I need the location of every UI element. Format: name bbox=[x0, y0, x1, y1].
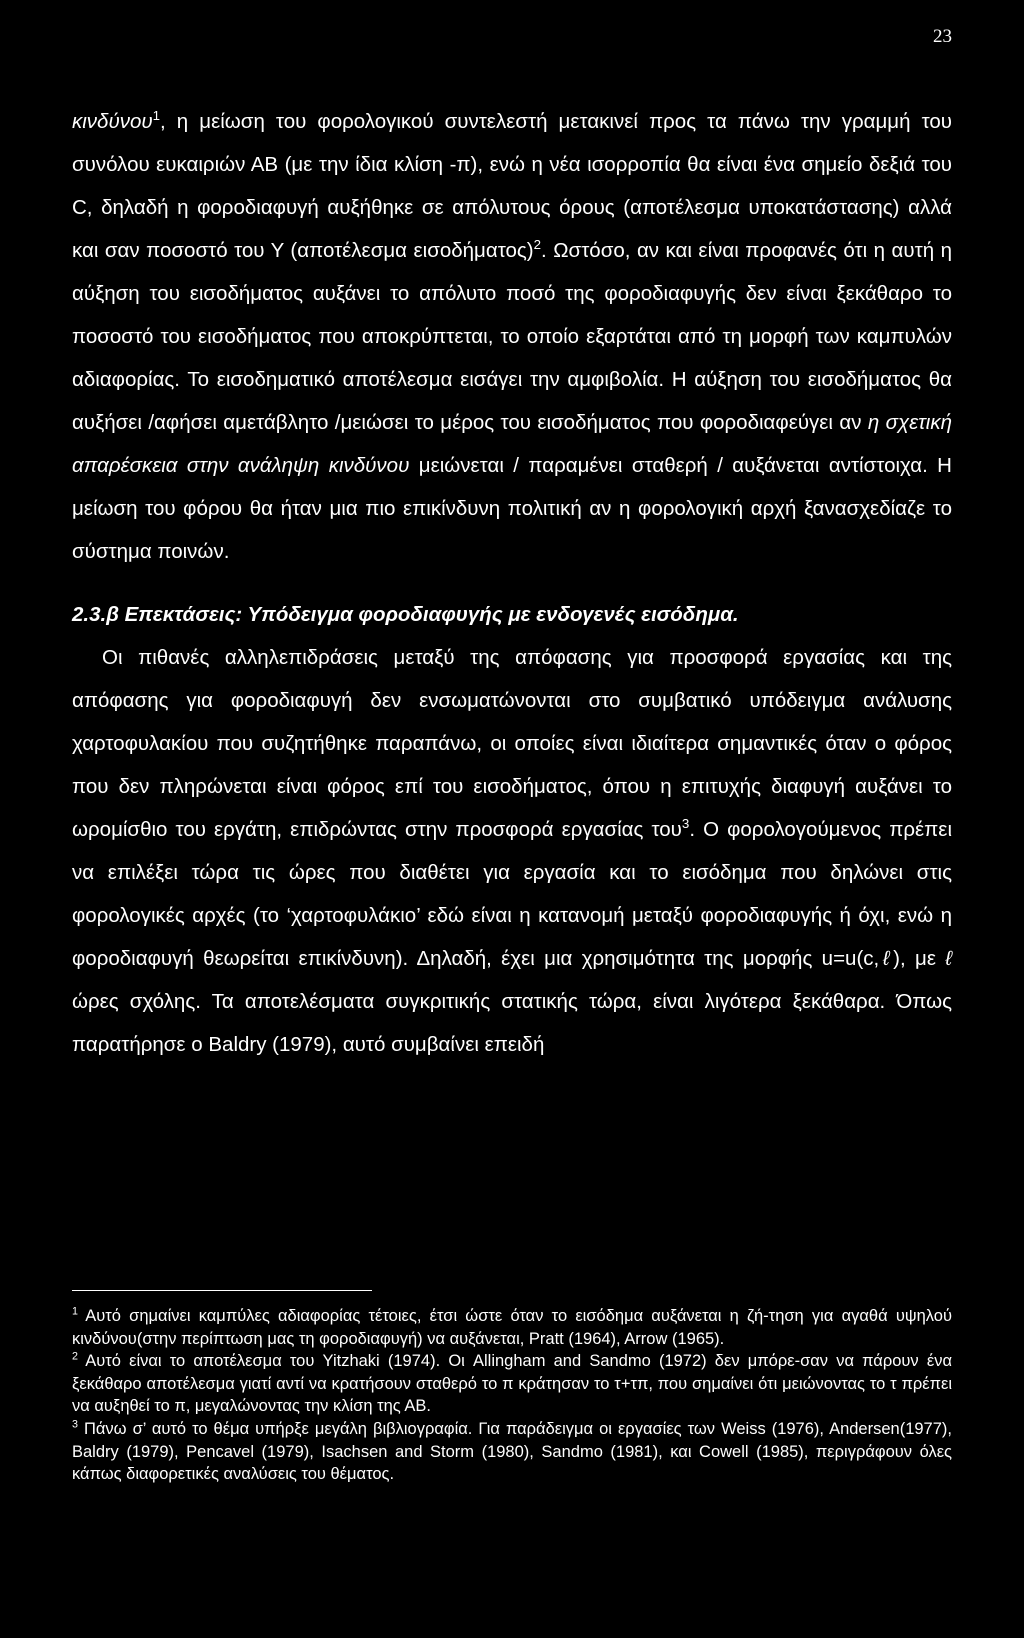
section-heading: 2.3.β Επεκτάσεις: Υπόδειγμα φοροδιαφυγής με ενδογενές εισόδημα. bbox=[72, 603, 739, 626]
paragraph-text: . Ο φορολογούμενος πρέπει να επιλέξει τώρα τις ώρες που διαθέτει για εργασία και το εισόδημα που δηλώνει στις φορολογικές αρχές (το ‘χαρτοφυλάκιο’ εδώ είναι η κατανομή μεταξύ φοροδιαφυγής ή όχι, ενώ η φοροδιαφυγή θεωρείται επικίνδυνη). Δηλαδή, έχει μια χρησιμότητα της μορφής u=u(c, bbox=[72, 818, 953, 970]
footnote-ref-1[interactable]: 1 bbox=[152, 108, 161, 124]
paragraph-text: , η μείωση του φορολογικού συντελεστή μετακινεί προς τα πάνω την γραμμή του συνόλου ευκαιριών ΑΒ (με την ίδια κλίση -π), ενώ η νέα ισορροπία θα είναι ένα σημείο δεξιά του C, δηλαδή η φοροδιαφυγή αυξήθηκε σε απόλυτους όρους (αποτέλεσμα υποκατάστασης) αλλά και σαν ποσοστό του Υ (αποτέλεσμα εισοδήματος) bbox=[72, 110, 952, 262]
paragraph-text: . Ωστόσο, αν και είναι προφανές ότι η αυτή η αύξηση του εισοδήματος αυξάνει το απόλυτο ποσό της φοροδιαφυγής δεν είναι ξεκάθαρο το ποσοστό του εισοδήματος που αποκρύπτεται, το οποίο εξαρτάται από τη μορφή των καμπυλών αδιαφορίας. Το εισοδηματικό αποτέλεσμα εισάγει την αμφιβολία. Η αύξηση του εισοδήματος θα αυξήσει /αφήσει αμετάβλητο /μειώσει το μέρος του εισοδήματος που φοροδιαφεύγει αν bbox=[72, 239, 952, 434]
footnote-divider bbox=[72, 1290, 372, 1291]
paragraph-text: Οι πιθανές αλληλεπιδράσεις μεταξύ της απόφασης για προσφορά εργασίας και της απόφασης για φοροδιαφυγή δεν ενσωματώνονται στο συμβατικό υπόδειγμα ανάλυσης χαρτοφυλακίου που συζητήθηκε παραπάνω, οι οποίες είναι ιδιαίτερα σημαντικές όταν ο φόρος που δεν πληρώνεται είναι φόρος επί του εισοδήματος, όπου η επιτυχής διαφυγή αυξάνει το ωρομίσθιο του εργάτη, επιδρώντας στην προσφορά εργασίας του bbox=[72, 646, 952, 841]
paragraph-text: ώρες σχόλης. Τα αποτελέσματα συγκριτικής στατικής τώρα, είναι λιγότερα ξεκάθαρα. Όπως παρατήρησε ο Baldry (1979), αυτό συμβαίνει επειδή bbox=[72, 990, 952, 1056]
paragraph-text: μειώνεται / παραμένει σταθερή / αυξάνεται αντίστοιχα. Η μείωση του φόρου θα ήταν μια πιο επικίνδυνη πολιτική αν η φορολογική αρχή ξανασχεδίαζε το σύστημα ποινών. bbox=[72, 454, 952, 563]
footnote-text: Πάνω σ’ αυτό το θέμα υπήρξε μεγάλη βιβλιογραφία. Για παράδειγμα οι εργασίες των Weiss (1976), Andersen(1977), Baldry (1979), Pencavel (1979), Isachsen and Storm (1980), Sandmo (1981), και Cowell (1985), περιγράφουν όλες κάπως διαφορετικές αναλύσεις του θέματος. bbox=[72, 1419, 952, 1484]
italic-symbol: ℓ bbox=[945, 947, 952, 970]
italic-symbol: ℓ bbox=[879, 947, 894, 970]
footnote-mark: 3 bbox=[72, 1418, 78, 1431]
body-text bbox=[72, 100, 952, 1066]
italic-phrase: η σχετική απαρέσκεια στην ανάληψη κινδύνου bbox=[72, 411, 952, 477]
footnote-ref-3[interactable]: 3 bbox=[681, 816, 690, 832]
footnote-3 bbox=[72, 1418, 952, 1486]
italic-term: κινδύνου bbox=[72, 110, 153, 133]
paragraph-1 bbox=[72, 100, 952, 573]
footnote-mark: 1 bbox=[72, 1305, 78, 1318]
footnote-1 bbox=[72, 1305, 952, 1350]
footnotes bbox=[72, 1290, 952, 1486]
paragraph-text: ), με bbox=[893, 947, 946, 970]
footnote-text: Αυτό είναι το αποτέλεσμα του Yitzhaki (1974). Οι Allingham and Sandmo (1972) δεν μπόρε-σαν να πάρουν ένα ξεκάθαρο αποτέλεσμα γιατί αντί να κρατήσουν σταθερό το π κράτησαν το τ+τπ, που σημαίνει ότι μειώνοντας το τ πρέπει να αυξηθεί το π, μεγαλώνοντας την κλίση της ΑΒ. bbox=[72, 1352, 952, 1416]
footnote-2 bbox=[72, 1350, 952, 1418]
footnote-text: Αυτό σημαίνει καμπύλες αδιαφορίας τέτοιες, έτσι ώστε όταν το εισόδημα αυξάνεται η ζή-τηση για αγαθά υψηλού κινδύνου(στην περίπτωση μας τη φοροδιαφυγή) να αυξάνεται, Pratt (1964), Arrow (1965). bbox=[72, 1307, 952, 1348]
footnote-ref-2[interactable]: 2 bbox=[533, 237, 542, 253]
paragraph-2 bbox=[72, 636, 952, 1066]
page-number: 23 bbox=[933, 26, 952, 47]
footnote-mark: 2 bbox=[72, 1350, 78, 1363]
